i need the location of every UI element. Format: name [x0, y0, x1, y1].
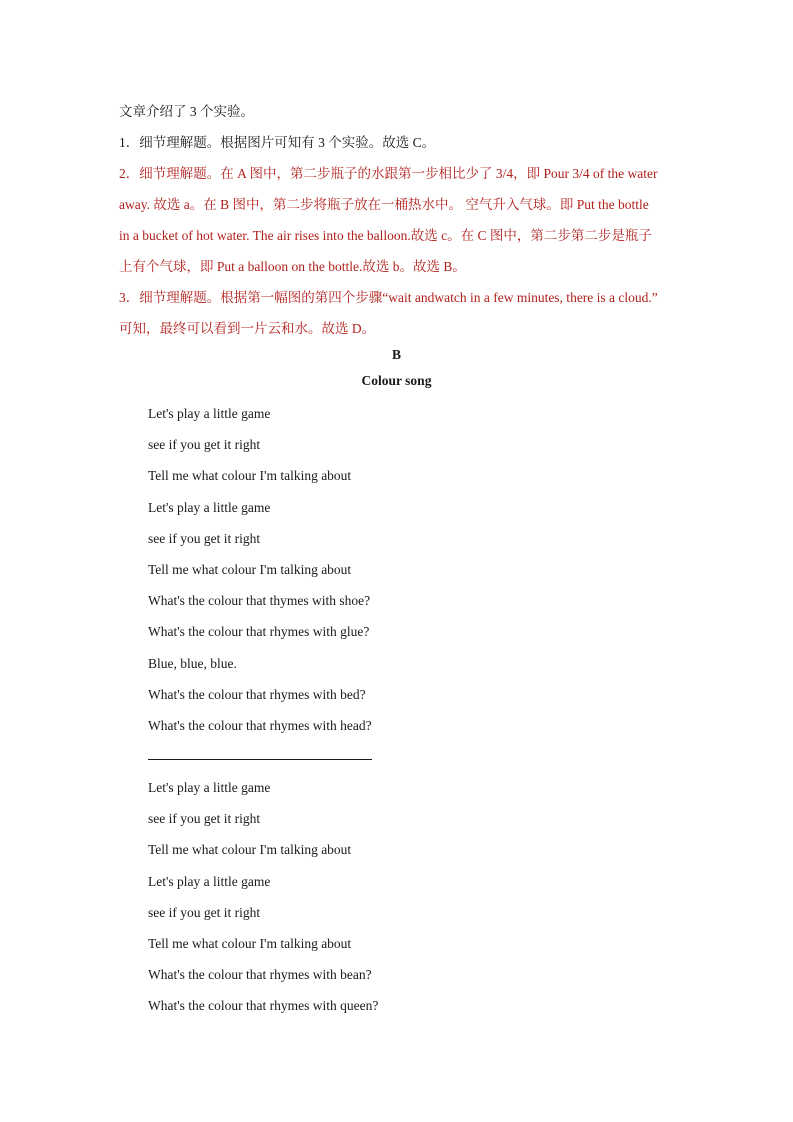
lyric-line: What's the colour that rhymes with bed?	[148, 686, 366, 702]
lyric-line: see if you get it right	[148, 530, 261, 546]
q1-explanation: 1．细节理解题。根据图片可知有 3 个实验。故选 C。	[119, 135, 436, 150]
intro-line: 文章介绍了 3 个实验。	[119, 104, 254, 119]
lyric-line: Tell me what colour I'm talking about	[148, 842, 352, 858]
q2-explanation-line: 2．细节理解题。在 A 图中，第二步瓶子的水跟第一步相比少了 3/4，即 Pour 3/4 of the water	[119, 166, 658, 181]
lyric-line: Tell me what colour I'm talking about	[148, 468, 352, 484]
song-title: Colour song	[361, 373, 432, 388]
song-lyrics	[148, 398, 648, 1022]
lyric-line: What's the colour that rhymes with head?	[148, 717, 372, 733]
lyric-line: Blue, blue, blue.	[148, 655, 237, 671]
answer-blank-line	[148, 759, 372, 760]
q3-explanation-line: 可知，最终可以看到一片云和水。故选 D。	[119, 321, 376, 336]
lyric-line: What's the colour that rhymes with glue?	[148, 624, 370, 640]
lyric-line: What's the colour that thymes with shoe?	[148, 593, 371, 609]
answer-explanation	[119, 96, 679, 344]
lyric-line: Let's play a little game	[148, 499, 271, 515]
q3-explanation-line: 3．细节理解题。根据第一幅图的第四个步骤“wait andwatch in a few minutes, there is a cloud.”	[119, 290, 658, 305]
lyric-line: see if you get it right	[148, 904, 261, 920]
q2-explanation-line: in a bucket of hot water. The air rises into the balloon.故选 c。在 C 图中，第二步第二步是瓶子	[119, 228, 652, 243]
lyric-line: Tell me what colour I'm talking about	[148, 561, 352, 577]
lyric-line: Let's play a little game	[148, 873, 271, 889]
lyric-line: What's the colour that rhymes with bean?	[148, 967, 372, 983]
lyric-line: Let's play a little game	[148, 406, 271, 421]
lyric-line: Let's play a little game	[148, 780, 271, 796]
lyric-line: Tell me what colour I'm talking about	[148, 936, 352, 951]
lyric-line: see if you get it right	[148, 437, 261, 453]
lyric-line: see if you get it right	[148, 811, 261, 827]
q2-explanation-line: 上有个气球，即 Put a balloon on the bottle.故选 b。故选 B。	[119, 259, 466, 274]
q2-explanation-line: away. 故选 a。在 B 图中，第二步将瓶子放在一桶热水中。 空气升入气球。即 Put the bottle	[119, 197, 649, 212]
section-letter: B	[391, 347, 401, 362]
lyric-line: What's the colour that rhymes with queen?	[148, 998, 379, 1014]
